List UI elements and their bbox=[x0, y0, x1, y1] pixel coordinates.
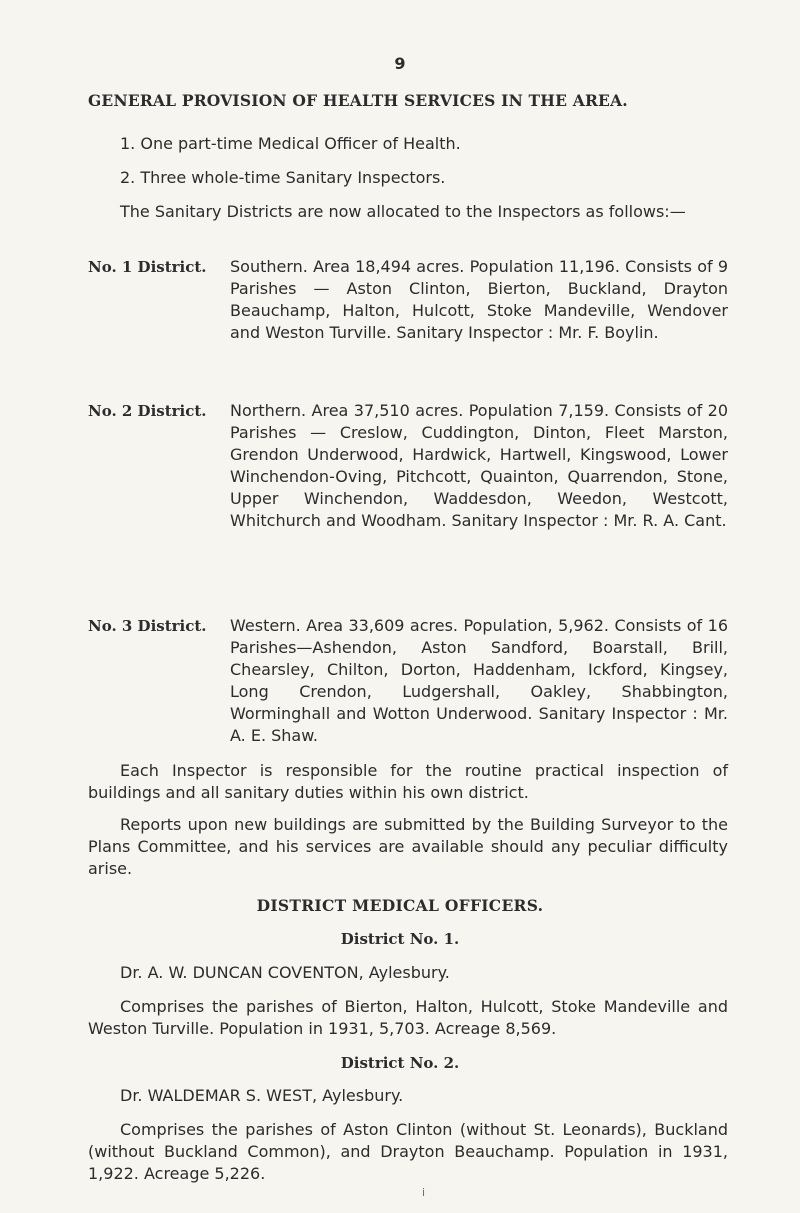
district-entry bbox=[88, 400, 728, 532]
district-subheading: District No. 1. bbox=[340, 930, 460, 948]
district-description: Comprises the parishes of Aston Clinton (without St. Leonards), Buckland (without Buckland Common), and Drayton Beauchamp. Population in 1931, 1,922. Acreage 5,226. bbox=[88, 1120, 728, 1183]
inspector-paragraph: Each Inspector is responsible for the routine practical inspection of buildings and all sanitary duties within his own district. bbox=[88, 761, 728, 802]
page-number: 9 bbox=[394, 54, 406, 73]
bottom-mark: i bbox=[422, 1186, 426, 1199]
district-label: No. 3 District. bbox=[88, 617, 207, 635]
district-text: Western. Area 33,609 acres. Population, 5,962. Consists of 16 Parishes—Ashendon, Aston Sandford, Boarstall, Brill, Chearsley, Chilton, Dorton, Haddenham, Ickford, Kingsey, Long Crendon, Ludgershall, Oakley, Shabbington, Worminghall and Wotton Underwood. Sanitary Inspector : Mr. A. E. Shaw. bbox=[230, 616, 728, 745]
district-entry bbox=[88, 615, 728, 747]
section-heading: GENERAL PROVISION OF HEALTH SERVICES IN THE AREA. bbox=[88, 91, 628, 110]
reports-paragraph: Reports upon new buildings are submitted by the Building Surveyor to the Plans Committee, and his services are available should any peculiar difficulty arise. bbox=[88, 815, 728, 878]
doctor-name: Dr. WALDEMAR S. WEST, Aylesbury. bbox=[120, 1086, 404, 1105]
district-label: No. 1 District. bbox=[88, 258, 207, 276]
list-item: 1. One part-time Medical Officer of Health. bbox=[120, 134, 461, 153]
district-text: Northern. Area 37,510 acres. Population 7,159. Consists of 20 Parishes — Creslow, Cuddington, Dinton, Fleet Marston, Grendon Underwood, Hardwick, Hartwell, Kingswood, Lower Winchendon-Oving, Pitchcott, Quainton, Quarrendon, Stone, Upper Winchendon, Waddesdon, Weedon, Westcott, Whitchurch and Woodham. Sanitary Inspector : Mr. R. A. Cant. bbox=[230, 401, 728, 530]
list-item: 2. Three whole-time Sanitary Inspectors. bbox=[120, 168, 446, 187]
district-text: Southern. Area 18,494 acres. Population 11,196. Consists of 9 Parishes — Aston Clinton, Bierton, Buckland, Drayton Beauchamp, Halton, Hulcott, Stoke Mandeville, Wendover and Weston Turville. Sanitary Inspector : Mr. F. Boylin. bbox=[230, 257, 728, 342]
district-label: No. 2 District. bbox=[88, 402, 207, 420]
district-subheading: District No. 2. bbox=[340, 1054, 460, 1072]
dmo-heading: DISTRICT MEDICAL OFFICERS. bbox=[256, 896, 544, 915]
doctor-name: Dr. A. W. DUNCAN COVENTON, Aylesbury. bbox=[120, 963, 450, 982]
district-entry bbox=[88, 256, 728, 344]
district-description: Comprises the parishes of Bierton, Halton, Hulcott, Stoke Mandeville and Weston Turville. Population in 1931, 5,703. Acreage 8,569. bbox=[88, 997, 728, 1038]
intro-paragraph: The Sanitary Districts are now allocated to the Inspectors as follows:— bbox=[120, 202, 686, 221]
